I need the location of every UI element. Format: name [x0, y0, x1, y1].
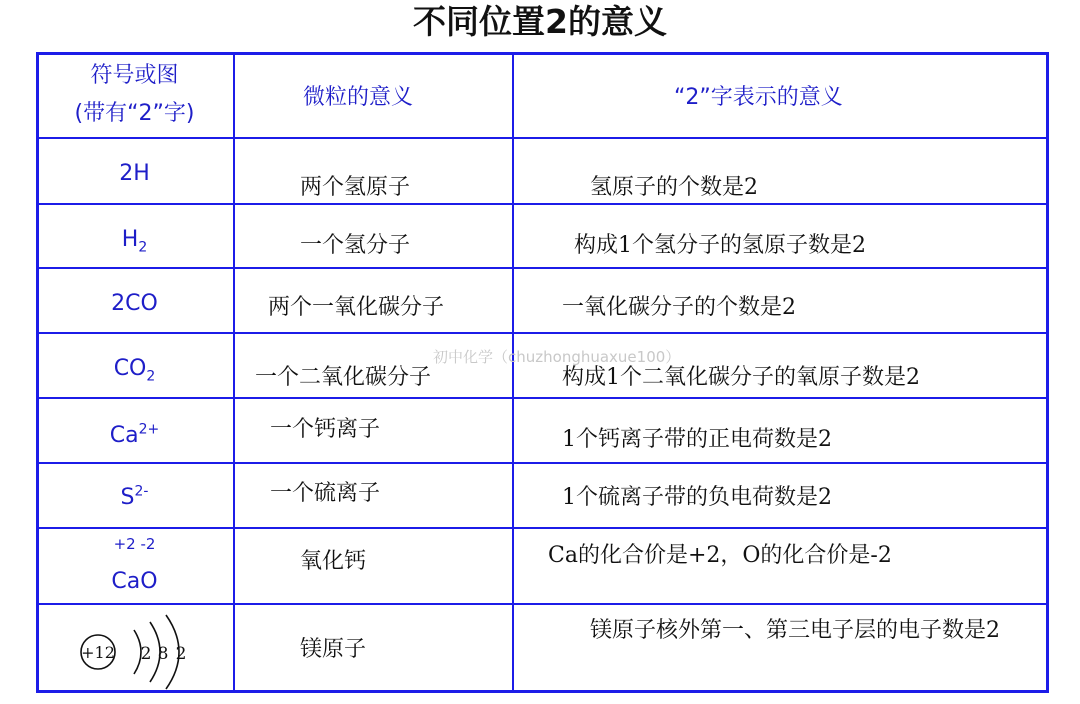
- digit-meaning: Ca的化合价是+2，O的化合价是-2: [548, 543, 892, 568]
- digit-meaning: 1个钙离子带的正电荷数是2: [562, 427, 832, 452]
- particle-meaning: 两个氢原子: [300, 175, 411, 200]
- symbol-2co: 2CO: [111, 291, 158, 316]
- header-symbol-line2: (带有“2”字): [74, 101, 195, 126]
- digit-meaning: 镁原子核外第一、第三电子层的电子数是2: [590, 618, 1000, 643]
- particle-meaning: 氧化钙: [300, 549, 367, 574]
- watermark: 初中化学（chuzhonghuaxue100）: [433, 348, 681, 366]
- particle-meaning: 一个钙离子: [270, 417, 381, 442]
- symbol-ca-ion: $Ca^{2+}$: [109, 421, 160, 448]
- row-divider: [36, 267, 1049, 269]
- particle-meaning: 镁原子: [300, 637, 367, 662]
- particle-meaning: 一个二氧化碳分子: [255, 365, 432, 390]
- row-divider: [36, 527, 1049, 529]
- digit-meaning: 构成1个二氧化碳分子的氧原子数是2: [562, 365, 920, 390]
- column-divider: [512, 52, 514, 693]
- row-divider: [36, 397, 1049, 399]
- row-divider: [36, 603, 1049, 605]
- magnesium-atom-diagram: [76, 612, 206, 692]
- symbol-2h: 2H: [119, 161, 150, 186]
- shell-2-count: 8: [157, 644, 169, 664]
- header-symbol-line1: 符号或图: [90, 63, 179, 88]
- row-divider: [36, 332, 1049, 334]
- column-divider: [233, 52, 235, 693]
- header-meaning: “2”字表示的意义: [674, 85, 843, 110]
- shell-1-count: 2: [140, 644, 152, 664]
- digit-meaning: 氢原子的个数是2: [590, 175, 758, 200]
- particle-meaning: 一个硫离子: [270, 481, 381, 506]
- particle-meaning: 一个氢分子: [300, 233, 411, 258]
- page-title: 不同位置2的意义: [413, 2, 667, 41]
- nucleus-charge: +12: [81, 643, 115, 662]
- symbol-co2: $CO_2$: [113, 356, 156, 385]
- particle-meaning: 两个一氧化碳分子: [268, 295, 445, 320]
- valence-marks: +2 -2: [113, 535, 156, 553]
- shell-3-count: 2: [175, 644, 187, 664]
- row-divider: [36, 203, 1049, 205]
- row-divider: [36, 462, 1049, 464]
- digit-meaning: 构成1个氢分子的氢原子数是2: [574, 233, 866, 258]
- row-divider: [36, 137, 1049, 139]
- symbol-cao: CaO: [111, 569, 158, 594]
- symbol-s-ion: $S^{2-}$: [120, 483, 149, 510]
- digit-meaning: 1个硫离子带的负电荷数是2: [562, 485, 832, 510]
- symbol-h2: $H_2$: [121, 227, 148, 256]
- header-particle: 微粒的意义: [303, 85, 414, 110]
- digit-meaning: 一氧化碳分子的个数是2: [562, 295, 796, 320]
